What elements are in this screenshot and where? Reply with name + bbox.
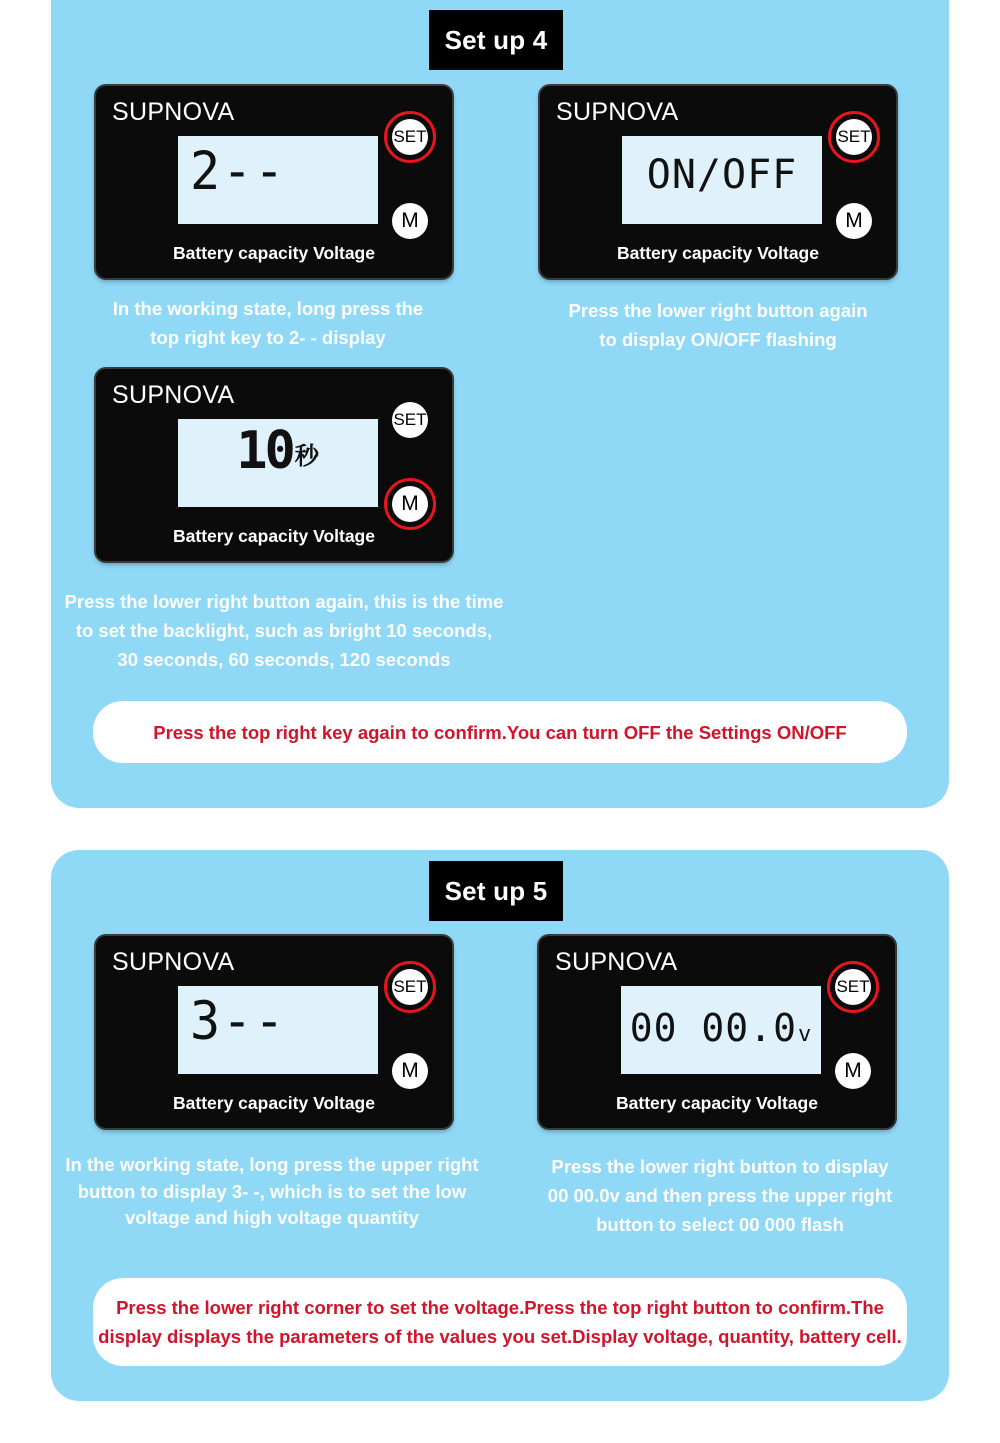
brand-label: SUPNOVA bbox=[555, 948, 678, 976]
lcd-screen bbox=[178, 419, 378, 507]
lcd-screen bbox=[621, 986, 821, 1074]
m-button[interactable]: M bbox=[392, 486, 428, 522]
m-button[interactable]: M bbox=[392, 1053, 428, 1089]
brand-label: SUPNOVA bbox=[112, 948, 235, 976]
lcd-voltage-unit: v bbox=[797, 1022, 813, 1047]
lcd-screen bbox=[178, 136, 378, 224]
brand-label: SUPNOVA bbox=[556, 98, 679, 126]
set-button[interactable]: SET bbox=[392, 969, 428, 1005]
m-button[interactable]: M bbox=[835, 1053, 871, 1089]
caption-label: Battery capacity Voltage bbox=[173, 1093, 375, 1113]
caption-label: Battery capacity Voltage bbox=[616, 1093, 818, 1113]
brand-label: SUPNOVA bbox=[112, 381, 235, 409]
caption-label: Battery capacity Voltage bbox=[617, 243, 819, 263]
device-display-2 bbox=[96, 86, 452, 278]
step-description: Press the lower right button again to display ON/OFF flashing bbox=[568, 300, 868, 350]
m-button[interactable]: M bbox=[836, 203, 872, 239]
m-button[interactable]: M bbox=[392, 203, 428, 239]
device-display-onoff bbox=[540, 86, 896, 278]
step-description: In the working state, long press the top right key to 2- - display bbox=[112, 298, 424, 348]
setup-5-title: Set up 5 bbox=[429, 861, 563, 921]
lcd-value: 2-- bbox=[190, 140, 287, 202]
lcd-value bbox=[178, 421, 378, 481]
setup-4-title: Set up 4 bbox=[429, 10, 563, 70]
confirm-note: Press the lower right corner to set the voltage.Press the top right button to confirm.The display displays the parameters of the values you set.Display voltage, quantity, battery cell. bbox=[93, 1278, 907, 1366]
set-button[interactable]: SET bbox=[836, 119, 872, 155]
brand-label: SUPNOVA bbox=[112, 98, 235, 126]
device-display-3 bbox=[96, 936, 452, 1128]
lcd-seconds-unit: 秒 bbox=[294, 442, 320, 470]
set-button[interactable]: SET bbox=[392, 402, 428, 438]
step-description: Press the lower right button again, this is the time to set the backlight, such as bright 10 seconds, 30 seconds, 60 seconds, 120 seconds bbox=[64, 591, 504, 670]
device-display-voltage bbox=[539, 936, 895, 1128]
lcd-seconds-value: 10 bbox=[236, 421, 293, 481]
device-display-backlight bbox=[96, 369, 452, 561]
lcd-value: 3-- bbox=[190, 990, 287, 1052]
lcd-value: ON/OFF bbox=[646, 152, 798, 198]
set-button[interactable]: SET bbox=[835, 969, 871, 1005]
lcd-screen bbox=[178, 986, 378, 1074]
step-description: Press the lower right button to display 00 00.0v and then press the upper right button to select 00 000 flash bbox=[547, 1156, 893, 1235]
caption-label: Battery capacity Voltage bbox=[173, 243, 375, 263]
set-button[interactable]: SET bbox=[392, 119, 428, 155]
lcd-voltage-value: 00 00.0 bbox=[629, 1006, 797, 1050]
step-description: In the working state, long press the upper right button to display 3- -, which is to set the low voltage and high voltage quantity bbox=[65, 1154, 479, 1228]
caption-label: Battery capacity Voltage bbox=[173, 526, 375, 546]
lcd-screen bbox=[622, 136, 822, 224]
confirm-note: Press the top right key again to confirm.You can turn OFF the Settings ON/OFF bbox=[93, 701, 907, 763]
lcd-value bbox=[621, 1006, 821, 1050]
